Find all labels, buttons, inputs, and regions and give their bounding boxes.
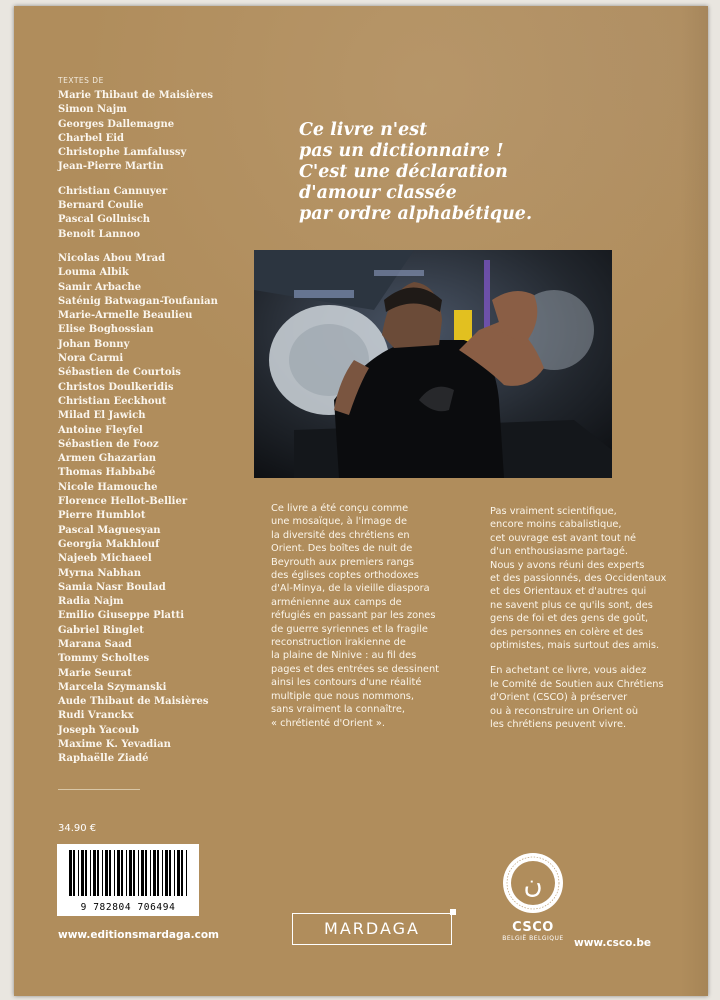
text-line: optimistes, mais surtout des amis.	[490, 640, 660, 652]
author-name: Simon Najm	[58, 104, 127, 116]
cover-edge	[680, 6, 708, 996]
barcode-bar	[102, 850, 103, 896]
barcode-bar	[121, 850, 123, 896]
author-name: Maxime K. Yevadian	[58, 739, 171, 751]
author-name: Nora Carmi	[58, 353, 124, 365]
author-name: Benoit Lannoo	[58, 228, 141, 240]
author-name: Armen Ghazarian	[58, 453, 156, 465]
barcode-bar	[97, 850, 99, 896]
text-line: multiple que nous nommons,	[271, 690, 415, 702]
csco-label	[494, 920, 572, 942]
text-line: Nous y avons réuni des experts	[490, 559, 645, 571]
barcode-bar	[73, 850, 75, 896]
barcode-bars	[57, 844, 199, 902]
text-line: Beyrouth aux premiers rangs	[271, 556, 415, 568]
csco-glyph: ن	[523, 870, 543, 900]
authors-group-3	[58, 252, 258, 767]
author-name: Marana Saad	[58, 638, 132, 650]
barcode-bar	[109, 850, 111, 896]
text-line: ne savent plus ce qu'ils sont, des	[490, 599, 653, 611]
barcode-bar	[141, 850, 144, 896]
barcode	[57, 844, 199, 916]
text-line: pages et des entrées se dessinent	[271, 663, 440, 675]
divider	[58, 789, 140, 790]
barcode-bar	[153, 850, 156, 896]
author-name: Nicole Hamouche	[58, 481, 158, 493]
barcode-bar	[93, 850, 96, 896]
csco-seal-icon	[501, 851, 565, 915]
text-line: des personnes en colère et des	[490, 626, 644, 638]
barcode-bar	[165, 850, 168, 896]
author-name: Christos Doulkeridis	[58, 381, 174, 393]
barcode-bar	[81, 850, 84, 896]
authors-group-2	[58, 185, 258, 242]
author-name: Emilio Giuseppe Platti	[58, 610, 185, 622]
author-name: Radia Najm	[58, 596, 124, 608]
author-name: Marie Seurat	[58, 667, 132, 679]
barcode-bar	[181, 850, 183, 896]
barcode-bar	[69, 850, 72, 896]
tagline-line: d'amour classée	[299, 183, 457, 203]
author-name: Florence Hellot-Bellier	[58, 496, 188, 508]
author-name: Elise Boghossian	[58, 324, 154, 336]
author-name: Georges Dallemagne	[58, 118, 175, 130]
text-line: encore moins cabalistique,	[490, 519, 622, 531]
text-line: En achetant ce livre, vous aidez	[490, 665, 647, 677]
text-line: une mosaïque, à l'image de	[271, 516, 408, 528]
author-name: Milad El Jawich	[58, 410, 146, 422]
barcode-bar	[133, 850, 135, 896]
logo-dot	[450, 909, 456, 915]
authors-list	[58, 76, 258, 790]
text-line: des églises coptes orthodoxes	[271, 570, 419, 582]
author-name: Thomas Habbabé	[58, 467, 156, 479]
author-name: Charbel Eid	[58, 132, 125, 144]
authors-group-1	[58, 89, 258, 175]
author-name: Samia Nasr Boulad	[58, 581, 166, 593]
barcode-bar	[162, 850, 163, 896]
barcode-bar	[145, 850, 147, 896]
barcode-bar	[126, 850, 127, 896]
author-name: Samir Arbache	[58, 281, 142, 293]
author-name: Tommy Scholtes	[58, 653, 150, 665]
text-line: ou à reconstruire un Orient où	[490, 705, 639, 717]
text-line: les chrétiens peuvent vivre.	[490, 719, 627, 731]
author-name: Louma Albik	[58, 267, 129, 279]
author-name: Pierre Humblot	[58, 510, 146, 522]
author-name: Marie-Armelle Beaulieu	[58, 310, 193, 322]
publisher-website[interactable]: www.editionsmardaga.com	[58, 929, 219, 941]
tagline-line: C'est une déclaration	[299, 162, 508, 182]
tagline-line: pas un dictionnaire !	[299, 141, 504, 161]
tagline-line: par ordre alphabétique.	[299, 204, 533, 224]
text-line: de guerre syriennes et la fragile	[271, 623, 428, 635]
author-name: Bernard Coulie	[58, 200, 144, 212]
barcode-bar	[105, 850, 108, 896]
text-line: cet ouvrage est avant tout né	[490, 532, 637, 544]
author-name: Marcela Szymanski	[58, 681, 167, 693]
author-name: Myrna Nabhan	[58, 567, 142, 579]
barcode-bar	[177, 850, 180, 896]
description-column-2	[490, 505, 702, 744]
text-line: d'Al-Minya, de la vieille diaspora	[271, 583, 430, 595]
tagline	[299, 120, 599, 225]
text-line: et des Orientaux et d'autres qui	[490, 586, 647, 598]
author-name: Joseph Yacoub	[58, 724, 140, 736]
text-line: « chrétienté d'Orient ».	[271, 717, 385, 729]
barcode-bar	[90, 850, 91, 896]
author-name: Christophe Lamfalussy	[58, 147, 187, 159]
author-name: Gabriel Ringlet	[58, 624, 144, 636]
text-line: et des passionnés, des Occidentaux	[490, 573, 667, 585]
price: 34.90 €	[58, 823, 97, 834]
text-line: Pas vraiment scientifique,	[490, 506, 617, 517]
author-name: Sébastien de Courtois	[58, 367, 181, 379]
author-name: Raphaëlle Ziadé	[58, 753, 149, 765]
author-name: Saténig Batwagan-Toufanian	[58, 295, 218, 307]
author-name: Georgia Makhlouf	[58, 538, 160, 550]
author-name: Pascal Maguesyan	[58, 524, 161, 536]
tagline-line: Ce livre n'est	[299, 120, 428, 140]
barcode-bar	[78, 850, 79, 896]
csco-subtitle: BELGIË BELGIQUE	[502, 935, 564, 942]
barcode-bar	[138, 850, 139, 896]
author-name: Christian Cannuyer	[58, 185, 168, 197]
text-line: le Comité de Soutien aux Chrétiens	[490, 678, 664, 690]
barcode-bar	[157, 850, 159, 896]
author-name: Aude Thibaut de Maisières	[58, 696, 209, 708]
author-name: Rudi Vranckx	[58, 710, 134, 722]
text-line: Orient. Des boîtes de nuit de	[271, 543, 413, 555]
author-name: Najeeb Michaeel	[58, 553, 152, 565]
author-name: Antoine Fleyfel	[58, 424, 143, 436]
authors-label: TEXTES DE	[58, 76, 104, 85]
author-name: Marie Thibaut de Maisières	[58, 90, 214, 101]
author-name: Nicolas Abou Mrad	[58, 252, 166, 264]
barcode-bar	[150, 850, 151, 896]
barcode-bar	[186, 850, 187, 896]
author-name: Jean-Pierre Martin	[58, 161, 164, 173]
text-line: Ce livre a été conçu comme	[271, 503, 409, 514]
barcode-bar	[129, 850, 132, 896]
text-line: la plaine de Ninive : au fil des	[271, 650, 417, 662]
cover-photo	[254, 250, 612, 478]
text-line: reconstruction irakienne de	[271, 637, 406, 649]
csco-website[interactable]: www.csco.be	[574, 937, 651, 949]
text-line: ainsi les contours d'une réalité	[271, 677, 422, 689]
text-line: d'Orient (CSCO) à préserver	[490, 692, 628, 704]
text-line: gens de foi et des gens de goût,	[490, 613, 649, 625]
author-name: Johan Bonny	[58, 338, 130, 350]
text-line: la diversité des chrétiens en	[271, 529, 410, 541]
barcode-bar	[174, 850, 175, 896]
author-name: Pascal Gollnisch	[58, 214, 151, 226]
barcode-bar	[117, 850, 120, 896]
text-line: arménienne aux camps de	[271, 596, 402, 608]
publisher-name: MARDAGA	[324, 919, 420, 938]
barcode-bar	[169, 850, 171, 896]
author-name: Sébastien de Fooz	[58, 438, 159, 450]
publisher-logo	[292, 913, 452, 945]
text-line: réfugiés en passant par les zones	[271, 610, 436, 622]
text-line: sans vraiment la connaître,	[271, 704, 405, 716]
barcode-digits: 9 782804 706494	[80, 902, 176, 913]
book-back-cover	[14, 6, 708, 996]
barcode-bar	[114, 850, 115, 896]
barcode-bar	[85, 850, 87, 896]
text-line: d'un enthousiasme partagé.	[490, 546, 629, 558]
bodybuilder-photo-illustration	[254, 250, 612, 478]
description-column-1	[271, 502, 471, 730]
csco-name: CSCO	[512, 920, 554, 935]
description-paragraph-2	[490, 664, 702, 731]
description-paragraph-1	[490, 505, 702, 652]
author-name: Christian Eeckhout	[58, 395, 167, 407]
